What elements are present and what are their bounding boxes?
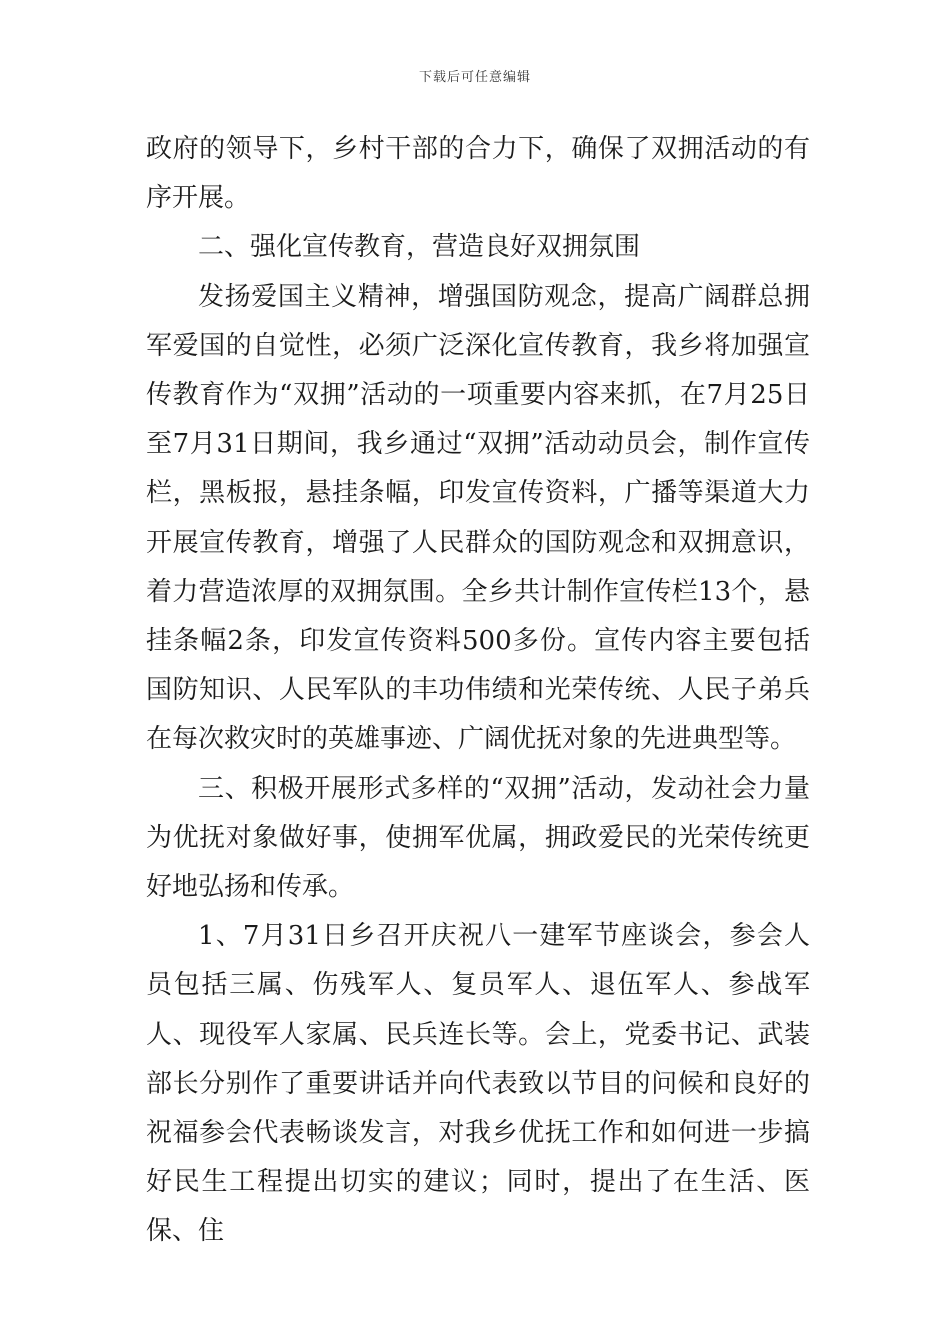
paragraph-publicity: 发扬爱国主义精神，增强国防观念，提高广阔群总拥军爱国的自觉性，必须广泛深化宣传教育，我乡将加强宣传教育作为“双拥”活动的一项重要内容来抓，在7月25日至7月31日期间，我乡通过“双拥”活动动员会，制作宣传栏，黑板报，悬挂条幅，印发宣传资料，广播等渠道大力开展宣传教育，增强了人民群众的国防观念和双拥意识，着力营造浓厚的双拥氛围。全乡共计制作宣传栏13个，悬挂条幅2条，印发宣传资料500多份。宣传内容主要包括国防知识、人民军队的丰功伟绩和光荣传统、人民子弟兵在每次救灾时的英雄事迹、广阔优抚对象的先进典型等。	[146, 281, 810, 755]
paragraph-continuation: 政府的领导下，乡村干部的合力下，确保了双拥活动的有序开展。	[146, 134, 810, 214]
section-heading-2: 二、强化宣传教育，营造良好双拥氛围	[198, 232, 641, 263]
document-body	[146, 125, 810, 1257]
paragraph-item-1: 1、7月31日乡召开庆祝八一建军节座谈会，参会人员包括三属、伤残军人、复员军人、退伍军人、参战军人、现役军人家属、民兵连长等。会上，党委书记、武装部长分别作了重要讲话并向代表致以节目的问候和良好的祝福参会代表畅谈发言，对我乡优抚工作和如何进一步搞好民生工程提出切实的建议；同时，提出了在生活、医保、住	[146, 921, 810, 1247]
page-header-note: 下载后可任意编辑	[418, 70, 531, 85]
section-heading-3: 三、积极开展形式多样的“双拥”活动，发动社会力量为优抚对象做好事，使拥军优属，拥政爱民的光荣传统更好地弘扬和传承。	[146, 773, 810, 903]
